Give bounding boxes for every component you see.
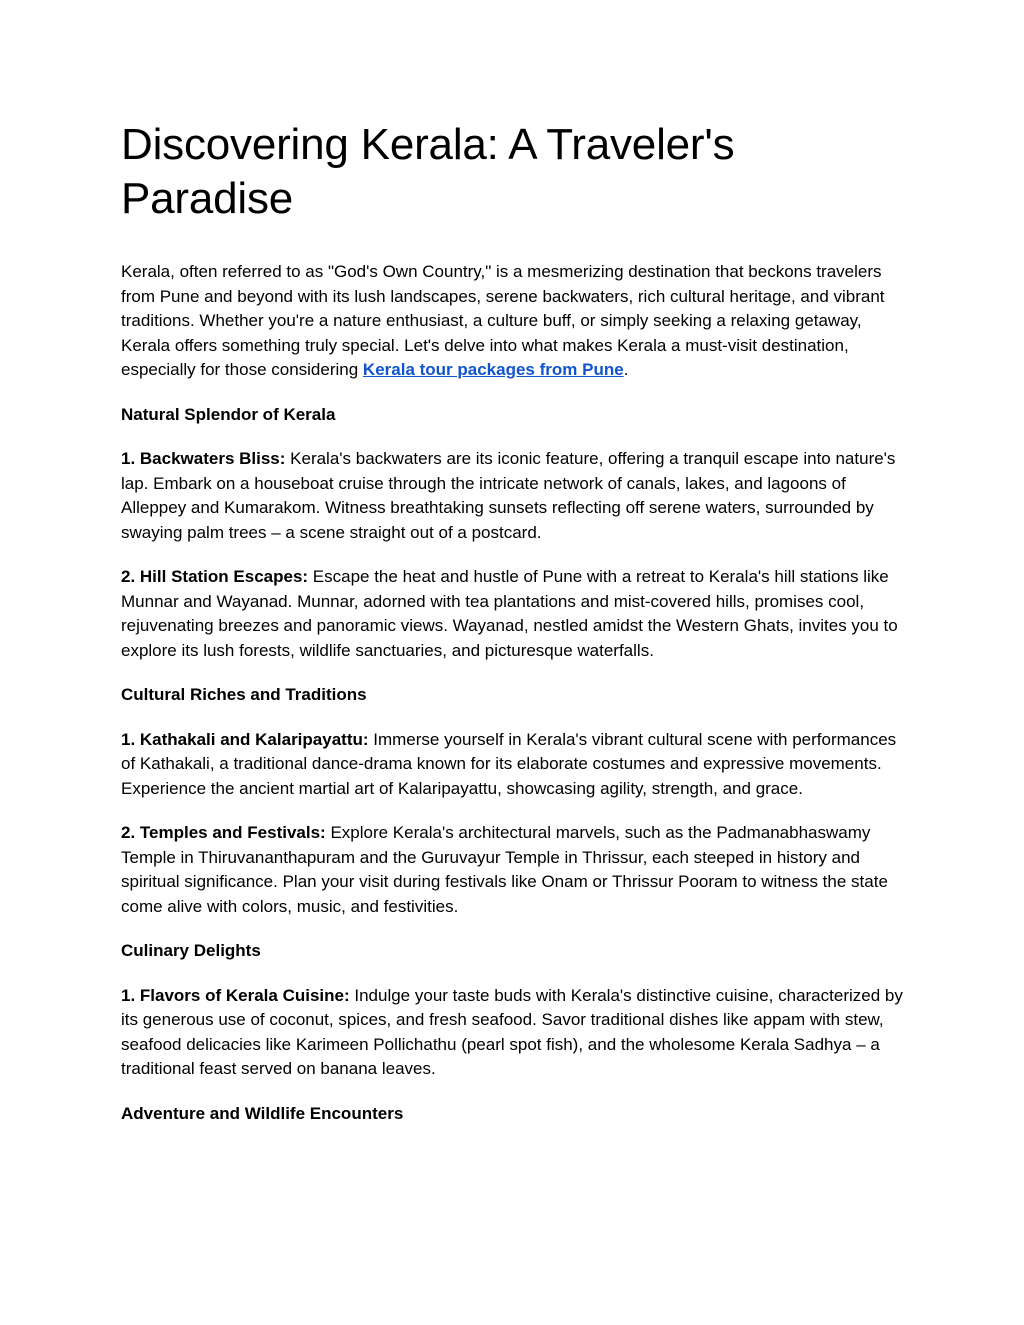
section-heading-natural-splendor: Natural Splendor of Kerala [121,404,336,424]
section-item-hill-stations [121,565,907,663]
item-lead: 1. Backwaters Bliss: [121,449,286,468]
section-item-backwaters [121,447,907,545]
intro-paragraph [121,260,907,383]
intro-text: Kerala, often referred to as "God's Own Country," is a mesmerizing destination that beckons travelers from Pune and beyond with its lush landscapes, serene backwaters, rich cultural heritage, and vibrant traditions. Whether you're a nature enthusiast, a culture buff, or simply seeking a relaxing getaway, Kerala offers something truly special. Let's delve into what makes Kerala a must-visit destination, especially for those considering [121,262,885,379]
item-lead: 1. Flavors of Kerala Cuisine: [121,985,350,1005]
item-text: Indulge your taste buds with Kerala's distinctive cuisine, characterized by its generous use of coconut, spices, and fresh seafood. Savor traditional dishes like appam with stew, seafood delicacies like Karimeen Pollichathu (pearl spot fish), and the wholesome Kerala Sadhya – a traditional feast served on banana leaves. [121,985,903,1078]
section-item-kathakali [121,728,907,802]
item-lead: 2. Temples and Festivals: [121,823,326,842]
item-text: Immerse yourself in Kerala's vibrant cultural scene with performances of Kathakali, a traditional dance-drama known for its elaborate costumes and expressive movements. Experience the ancient martial art of Kalaripayattu, showcasing agility, strength, and grace. [121,729,897,798]
section-item-temples [121,821,907,919]
item-text: Escape the heat and hustle of Pune with a retreat to Kerala's hill stations like Munnar and Wayanad. Munnar, adorned with tea plantations and mist-covered hills, promises cool, rejuvenating breezes and panoramic views. Wayanad, nestled amidst the Western Ghats, invites you to explore its lush forests, wildlife sanctuaries, and picturesque waterfalls. [121,567,898,660]
section-heading-adventure: Adventure and Wildlife Encounters [121,1103,404,1123]
kerala-tour-packages-link[interactable]: Kerala tour packages from Pune [362,360,624,379]
document-title: Discovering Kerala: A Traveler's Paradise [121,120,735,223]
section-item-cuisine [121,984,907,1082]
section-heading-culinary: Culinary Delights [121,941,261,960]
item-lead: 2. Hill Station Escapes: [121,567,309,586]
intro-after-link: . [623,360,629,379]
section-heading-cultural-riches: Cultural Riches and Traditions [121,685,367,704]
item-lead: 1. Kathakali and Kalaripayattu: [121,729,369,749]
item-text: Kerala's backwaters are its iconic feature, offering a tranquil escape into nature's lap. Embark on a houseboat cruise through the intricate network of canals, lakes, and lagoons of Alleppey and Kumarakom. Witness breathtaking sunsets reflecting off serene waters, surrounded by swaying palm trees – a scene straight out of a postcard. [121,449,896,542]
document-page [121,118,907,1146]
item-text: Explore Kerala's architectural marvels, such as the Padmanabhaswamy Temple in Thiruvananthapuram and the Guruvayur Temple in Thrissur, each steeped in history and spiritual significance. Plan your visit during festivals like Onam or Thrissur Pooram to witness the state come alive with colors, music, and festivities. [121,823,888,916]
